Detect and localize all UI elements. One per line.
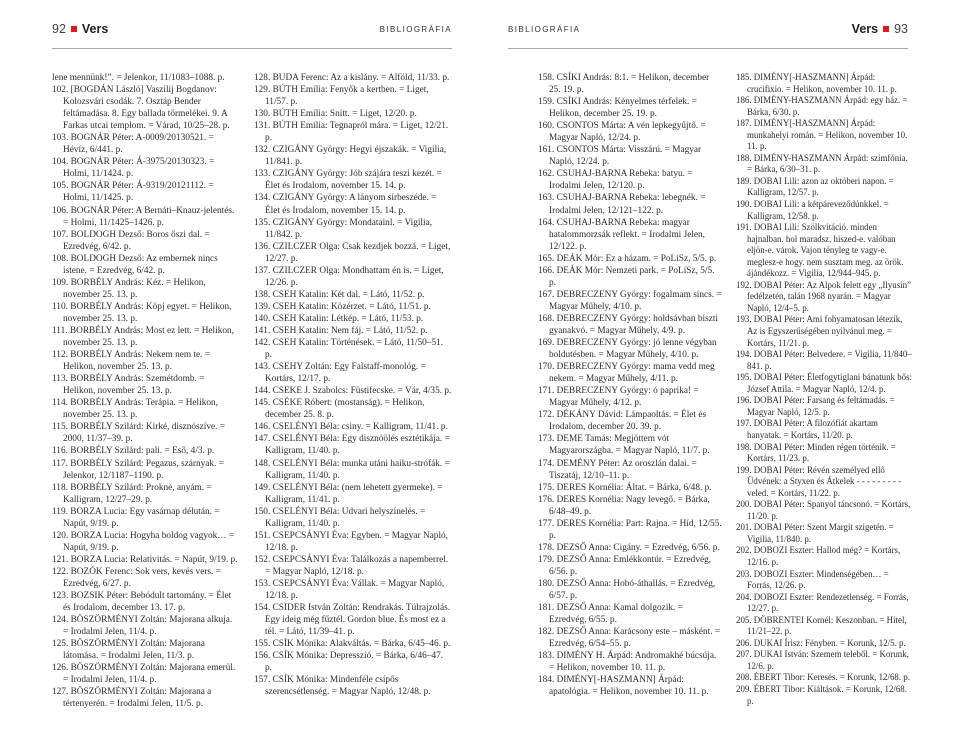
left-page-number: 92 <box>52 22 66 36</box>
bibliography-entry: 170. DEBRECZENY György: mama vedd meg nekem. = Magyar Műhely, 4/11. p. <box>538 362 715 385</box>
bibliography-entry: 122. BOZÓK Ferenc: Sok vers, kevés vers. = Ezredvég, 6/27. p. <box>52 566 221 589</box>
bibliography-entry: 103. BOGNÁR Péter: A-0009/20130521. = Hévíz, 6/441. p. <box>52 133 214 156</box>
bibliography-entry: 113. BORBÉLY András: Szemétdomb. = Helikon, november 25. 13. p. <box>52 374 205 397</box>
right-page <box>480 0 960 738</box>
bibliography-entry: 183. DIMÉNY H. Árpád: Andromakhé búcsúja. = Helikon, november 10. 11. p. <box>538 651 717 674</box>
bibliography-entry: 111. BORBÉLY András: Most ez lett. = Helikon, november 25. 13. p. <box>52 325 234 349</box>
bibliography-entry: 117. BORBÉLY Szilárd: Pegazus, szárnyak. = Jelenkor, 12/1187–1190. p. <box>52 458 224 481</box>
bibliography-entry: 158. CSÍKI András: 8:1. = Helikon, december 25. 19. p. <box>538 73 710 96</box>
bibliography-entry: 135. CZIGÁNY György: Mondatainl. = Vigilia, 11/842. p. <box>254 217 433 240</box>
bibliography-entry: 178. DEZSŐ Anna: Cigány. = Ezredvég, 6/56. p. <box>538 542 720 553</box>
bibliography-entry: 112. BORBÉLY András: Nekem nem te. = Helikon, november 25. 13. p. <box>52 350 211 373</box>
bibliography-entry: 201. DOBAI Péter: Szent Margit szigetén. = Vigilia, 11/840. p. <box>736 522 894 544</box>
bibliography-entry: 192. DOBAI Péter: Az Alpok felett egy „Ilyusin” fedélzetén, talán 1968 nyarán. = Magyar Napló, 12/4–5. p. <box>736 279 911 313</box>
bibliography-entry: 167. DEBRECZENY György: fogalmam sincs. = Magyar Műhely, 4/10. p. <box>538 289 722 312</box>
bibliography-entry: 204. DOBOZI Eszter: Rendezetlenség. = Forrás, 12/27. p. <box>736 591 909 614</box>
bibliography-entry: 136. CZILCZER Olga: Csak kezdjek bozzá. = Liget, 12/27. p. <box>254 241 451 264</box>
bibliography-entry: 174. DEMÉNY Péter: Az oroszlán dalai. = Tiszatáj, 12/10–11. p. <box>538 458 697 481</box>
bibliography-entry: 207. DUKAI István: Szemem teleből. = Korunk, 12/6. p. <box>736 649 909 671</box>
bibliography-entry: 176. DERES Kornélia: Nagy levegő. = Bárka, 6/48–49. p. <box>538 494 710 517</box>
bibliography-entry: 191. DOBAI Lili: Szölkvitáció. minden hajnalban. hol maradsz. hiszed-e. valóban eljön-e. várok. Vajon tényleg te vagy-e. meglesz-e hogy. nem susztam meg. az örök. ájándékozz. = Vigilia, 12/944–945. p. <box>736 222 904 279</box>
bibliography-entry: 182. DEZSŐ Anna: Karácsony este – másként. = Ezredvég, 6/54–55. p. <box>538 627 721 650</box>
bibliography-entry: 185. DIMÉNY[-HASZMANN] Árpád: crucifixio. = Helikon, november 10. 11. p. <box>736 72 897 94</box>
bibliography-entry: 189. DOBAI Lili: azon az októberi napon. = Kalligram, 12/57. p. <box>736 175 894 198</box>
header-rule <box>52 48 452 49</box>
bibliography-entry: 200. DOBAI Péter: Spanyol táncsonó. = Kortárs, 11/20. p. <box>736 499 911 521</box>
bibliography-entry: 187. DIMÉNY[-HASZMANN] Árpád: munkahelyi román. = Helikon, november 10. 11. p. <box>736 118 908 152</box>
bibliography-entry: 115. BORBÉLY Szilárd: Kirké, disznószíve. = 2000, 11/37–39. p. <box>52 422 226 445</box>
bibliography-entry: 144. CSEKE J. Szabolcs: Füstifecske. = Vár, 4/35. p. <box>254 386 452 397</box>
bibliography-entry: 110. BORBÉLY András: Köpj egyet. = Helikon, november 25. 13. p. <box>52 301 232 324</box>
bibliography-entry: 128. BUDA Ferenc: Az a kislány. = Alföld, 11/33. p. <box>254 73 450 83</box>
bibliography-entry: 172. DÉKÁNY Dávid: Lámpaoltás. = Élet és Irodalom, december 20. 39. p. <box>538 410 707 433</box>
bibliography-entry: 165. DEÁK Mór: Ez a házam. = PoLíSz, 5/5. p. <box>538 253 717 264</box>
bibliography-entry: 169. DEBRECZENY György: jó lenne végyban boldutésben. = Magyar Műhely, 4/10. p. <box>538 338 717 361</box>
bibliography-entry: 104. BOGNÁR Péter: Á-3975/20130323. = Holmi, 11/1424. p. <box>52 157 215 180</box>
bibliography-entry: 108. BOLDOGH Dezső: Az embernek nincs istene. = Ezredvég, 6/42. p. <box>52 253 218 276</box>
bibliography-entry: 175. DERES Kornélia: Áltat. = Bárka, 6/48. p. <box>538 482 712 493</box>
bibliography-entry: 198. DOBAI Péter: Minden régen történik. = Kortárs, 11/23. p. <box>736 441 896 464</box>
bibliography-entry: 145. CSÉKE Róbert: (mostanság). = Helikon, december 25. 8. p. <box>254 398 425 421</box>
bibliography-entry: 150. CSELÉNYI Béla: Udvari helyszínelés. = Kalligram, 11/40. p. <box>254 506 426 529</box>
bibliography-entry: 159. CSÍKI András: Kényelmes térfelek. = Helikon, december 25. 19. p. <box>538 97 697 120</box>
left-running-title: BIBLIOGRÁFIA <box>379 24 452 34</box>
bibliography-entry: 120. BORZA Lucia: Hogyha boldog vagyok… = Napút, 9/19. p. <box>52 530 235 553</box>
bibliography-entry: 195. DOBAI Péter: Életfogytiglani bánatunk bős: József Attila. = Magyar Napló, 12/4. p. <box>736 372 912 394</box>
bibliography-entry: 168. DEBRECZENY György: holdsávban biszti gyanakvó. = Magyar Műhely, 4/9. p. <box>538 313 718 336</box>
bibliography-entry: 141. CSEH Katalin: Nem fáj. = Látó, 11/52. p. <box>254 325 428 336</box>
bibliography-entry: 173. DEME Tamás: Megjöttem vót Magyarországba. = Magyar Napló, 11/7. p. <box>538 434 710 457</box>
bibliography-entry: 163. CSUHAJ-BARNA Rebeka: lebegnék. = Irodalmi Jelen, 12/121–122. p. <box>538 193 706 216</box>
bibliography-entry: 161. CSONTOS Márta: Visszárú. = Magyar Napló, 12/24. p. <box>538 145 702 168</box>
red-square-icon <box>71 26 77 32</box>
bibliography-entry: 181. DEZSŐ Anna: Kamal dolgozik. = Ezredvég, 6/55. p. <box>538 603 683 626</box>
bibliography-entry: 123. BOZSIK Péter: Bebódult tartomány. = Élet és Irodalom, december 13. 17. p. <box>52 591 232 614</box>
bibliography-entry: 186. DIMÉNY-HASZMANN Árpád: egy ház. = Bárka, 6/30. p. <box>736 95 908 117</box>
bibliography-entry: 193. DOBAI Péter: Ami fohyamatosan létezik, Az is Egyszerűségében nyilvánul meg. = Kortárs, 11/21. p. <box>736 314 903 348</box>
bibliography-entry: 202. DOBOZI Eszter: Hallod még? = Kortárs, 12/16. p. <box>736 545 901 567</box>
bibliography-entry: 179. DEZSŐ Anna: Emlékkontúr. = Ezredvég, 6/56. p. <box>538 554 712 577</box>
right-running-title: BIBLIOGRÁFIA <box>508 24 581 34</box>
bibliography-entry: 142. CSEH Katalin: Történések. = Látó, 11/50–51. p. <box>254 338 444 361</box>
right-running-header <box>508 14 908 44</box>
bibliography-entry: 197. DOBAI Péter: A filozófiát akartam hanyatak. = Kortárs, 11/20. p. <box>736 418 878 440</box>
bibliography-entry: 143. CSEHY Zoltán: Egy Falstaff-monológ. = Kortárs, 12/17. p. <box>254 362 426 385</box>
bibliography-entry: 203. DOBOZI Eszter: Mindenségében… = Forrás, 12/26. p. <box>736 568 889 591</box>
red-square-icon <box>883 26 889 32</box>
bibliography-entry: 147. CSELÉNYI Béla: Egy disznóölés esztétikája. = Kalligram, 11/40. p. <box>254 434 450 457</box>
bibliography-entry: 139. CSEH Katalin: Közérzet. = Látó, 11/51. p. <box>254 301 431 312</box>
bibliography-entry: lene mennünk!”. = Jelenkor, 11/1083–1088. p. <box>52 73 225 83</box>
bibliography-entry: 140. CSEH Katalin: Létkép. = Látó, 11/53. p. <box>254 313 424 324</box>
bibliography-entry: 194. DOBAI Péter: Belvedere. = Vigilia, 11/840–841. p. <box>736 349 912 371</box>
bibliography-entry: 138. CSEH Katalin: Két dal. = Látó, 11/52. p. <box>254 289 425 300</box>
bibliography-entry: 109. BORBÉLY András: Kéz. = Helikon, november 25. 13. p. <box>52 277 206 300</box>
bibliography-entry: 127. BÖSZÖRMÉNYI Zoltán: Majorana a tértenyerén. = Irodalmi Jelen, 11/5. p. <box>52 687 212 710</box>
bibliography-entry: 121. BORZA Lucia: Relativitás. = Napút, 9/19. p. <box>52 554 238 565</box>
bibliography-entry: 119. BORZA Lucia: Egy vasárnap délután. = Napút, 9/19. p. <box>52 506 220 529</box>
column-1 <box>52 72 238 710</box>
bibliography-entry: 149. CSELÉNYI Béla: (nem lehetett gyermeke). = Kalligram, 11/41. p. <box>254 482 443 505</box>
bibliography-entry: 180. DEZSŐ Anna: Hobó-áthallás. = Ezredvég, 6/57. p. <box>538 578 716 602</box>
bibliography-entry: 114. BORBÉLY András: Terápia. = Helikon, november 25. 13. p. <box>52 398 218 421</box>
bibliography-entry: 162. CSUHAJ-BARNA Rebeka: batyu. = Irodalmi Jelen, 12/120. p. <box>538 169 693 192</box>
bibliography-entry: 148. CSELÉNYI Béla: munka utáni haiku-strófák. = Kalligram, 11/40. p. <box>254 458 450 481</box>
bibliography-entry: 155. CSÍK Mónika: Alakváltás. = Bárka, 6/45–46. p. <box>254 639 451 650</box>
bibliography-entry: 160. CSONTOS Márta: A vén lepkegyűjtő. = Magyar Napló, 12/24. p. <box>538 121 706 144</box>
bibliography-entry: 129. BÚTH Emília: Fenyők a kertben. = Liget, 11/57. p. <box>254 85 429 108</box>
bibliography-entry: 188. DIMÉNY-HASZMANN Árpád: szimfónia. = Bárka, 6/30–31. p. <box>736 152 908 175</box>
column-2 <box>254 72 452 698</box>
bibliography-entry: 102. [BOGDÁN László] Vaszilij Bogdanov: Kolozsvári csodák. 7. Osztáp Bender feltámadása. 8. Egy ballada törmelékei. 9. A Farkas utcai templom. = Várad, 10/25–28. p. <box>52 85 230 132</box>
bibliography-entry: 118. BORBÉLY Szilárd: Proknè, anyám. = Kalligram, 12/27–29. p. <box>52 482 212 505</box>
bibliography-entry: 130. BÚTH Emília: Snitt. = Liget, 12/20. p. <box>254 109 417 120</box>
bibliography-entry: 125. BÖSZÖRMÉNYI Zoltán: Majorana látomása. = Irodalmi Jelen, 11/3. p. <box>52 639 205 662</box>
bibliography-entry: 132. CZIGÁNY György: Hegyi éjszakák. = Vigilia, 11/841. p. <box>254 145 447 168</box>
column-4 <box>736 72 912 707</box>
bibliography-entry: 205. DÖBRENTEI Kornél: Keszonban. = Hitel, 11/21–22. p. <box>736 614 907 637</box>
bibliography-entry: 152. CSEPCSÁNYI Éva: Találkozás a napemberrel. = Magyar Napló, 12/18. p. <box>254 554 449 577</box>
bibliography-entry: 208. ÉBERT Tibor: Keresés. = Korunk, 12/68. p. <box>736 672 910 683</box>
bibliography-entry: 133. CZIGÁNY György: Jób szájára teszi kezét. = Élet és Irodalom, november 15. 14. p. <box>254 169 442 192</box>
bibliography-entry: 209. ÉBERT Tibor: Kiáltások. = Korunk, 12/68. p. <box>736 683 907 706</box>
bibliography-entry: 157. CSÍK Mónika: Mindenféle csípős szerencsétlenség. = Magyar Napló, 12/48. p. <box>254 675 431 698</box>
bibliography-entry: 184. DIMÉNY[-HASZMANN] Árpád: apatológia. = Helikon, november 10. 11. p. <box>538 675 709 698</box>
bibliography-entry: 106. BOGNÁR Péter: A Bernáti–Knauz-jelentés. = Holmi, 11/1425–1426. p. <box>52 205 235 228</box>
header-rule <box>508 48 908 49</box>
bibliography-entry: 171. DEBRECZENY György: ó paprika! = Magyar Műhely, 4/12. p. <box>538 386 699 409</box>
right-page-number: 93 <box>894 22 908 36</box>
bibliography-entry: 177. DERES Kornélia: Part: Rajna. = Híd, 12/55. p. <box>538 518 722 541</box>
bibliography-entry: 107. BOLDOGH Dezső: Boros őszi dal. = Ezredvég, 6/42. p. <box>52 229 210 252</box>
bibliography-entry: 196. DOBAI Péter: Farsang és feltámadás. = Magyar Napló, 12/5. p. <box>736 395 895 417</box>
bibliography-entry: 146. CSELÉNYI Béla: csiny. = Kalligram, 11/41. p. <box>254 422 448 433</box>
bibliography-entry: 126. BÖSZÖRMÉNYI Zoltán: Majorana emerül. = Irodalmi Jelen, 11/4. p. <box>52 663 236 686</box>
bibliography-entry: 105. BOGNÁR Péter: Á-9319/20121112. = Holmi, 11/1425. p. <box>52 181 214 204</box>
bibliography-entry: 124. BÖSZÖRMÉNYI Zoltán: Majorana alkuja. = Irodalmi Jelen, 11/4. p. <box>52 615 233 638</box>
bibliography-entry: 156. CSÍK Mónika: Depresszió. = Bárka, 6/46–47. p. <box>254 651 444 674</box>
column-3 <box>538 72 722 698</box>
bibliography-entry: 134. CZIGÁNY György: A lányom sírbeszéde. = Élet és Irodalom, november 15. 14. p. <box>254 193 437 216</box>
bibliography-entry: 166. DEÁK Mór: Nemzeti park. = PoLíSz, 5/5. p. <box>538 265 715 288</box>
right-section-title: Vers <box>851 22 879 36</box>
bibliography-entry: 164. CSUHAJ-BARNA Rebeka: magyar hatalommorzsák reflekt. = Irodalmi Jelen, 12/122. p. <box>538 217 706 252</box>
bibliography-entry: 153. CSEPCSÁNYI Éva: Vállak. = Magyar Napló, 12/18. p. <box>254 578 445 602</box>
bibliography-entry: 206. DUKAI Írisz: Fényben. = Korunk, 12/5. p. <box>736 637 906 648</box>
bibliography-entry: 190. DOBAI Lili: a kétpáreveződúnkkel. = Kalligram, 12/58. p. <box>736 199 889 221</box>
bibliography-entry: 151. CSEPCSÁNYI Éva: Egyben. = Magyar Napló, 12/18. p. <box>254 530 449 553</box>
bibliography-entry: 131. BÚTH Emília: Tegnapról mára. = Liget, 12/21. p. <box>254 121 449 144</box>
left-section-title: Vers <box>81 22 109 36</box>
bibliography-entry: 199. DOBAI Péter: Révén személyed ellő Üdvének: a Styxen és Átkelek - - - - - - - - - veled. = Kortárs, 11/22. p. <box>736 464 902 498</box>
bibliography-entry: 137. CZILCZER Olga: Mondhattam én is. = Liget, 12/26. p. <box>254 265 444 288</box>
bibliography-entry: 154. CSIDER István Zoltán: Rendrakás. Túlrajzolás. Egy ideig még fűztél. Gordon blue. És most ez a tél. = Látó, 11/39–41. p. <box>254 603 451 638</box>
left-running-header <box>52 14 452 44</box>
bibliography-entry: 116. BORBÉLY Szilárd: pali. = Eső, 4/3. p. <box>52 446 215 457</box>
